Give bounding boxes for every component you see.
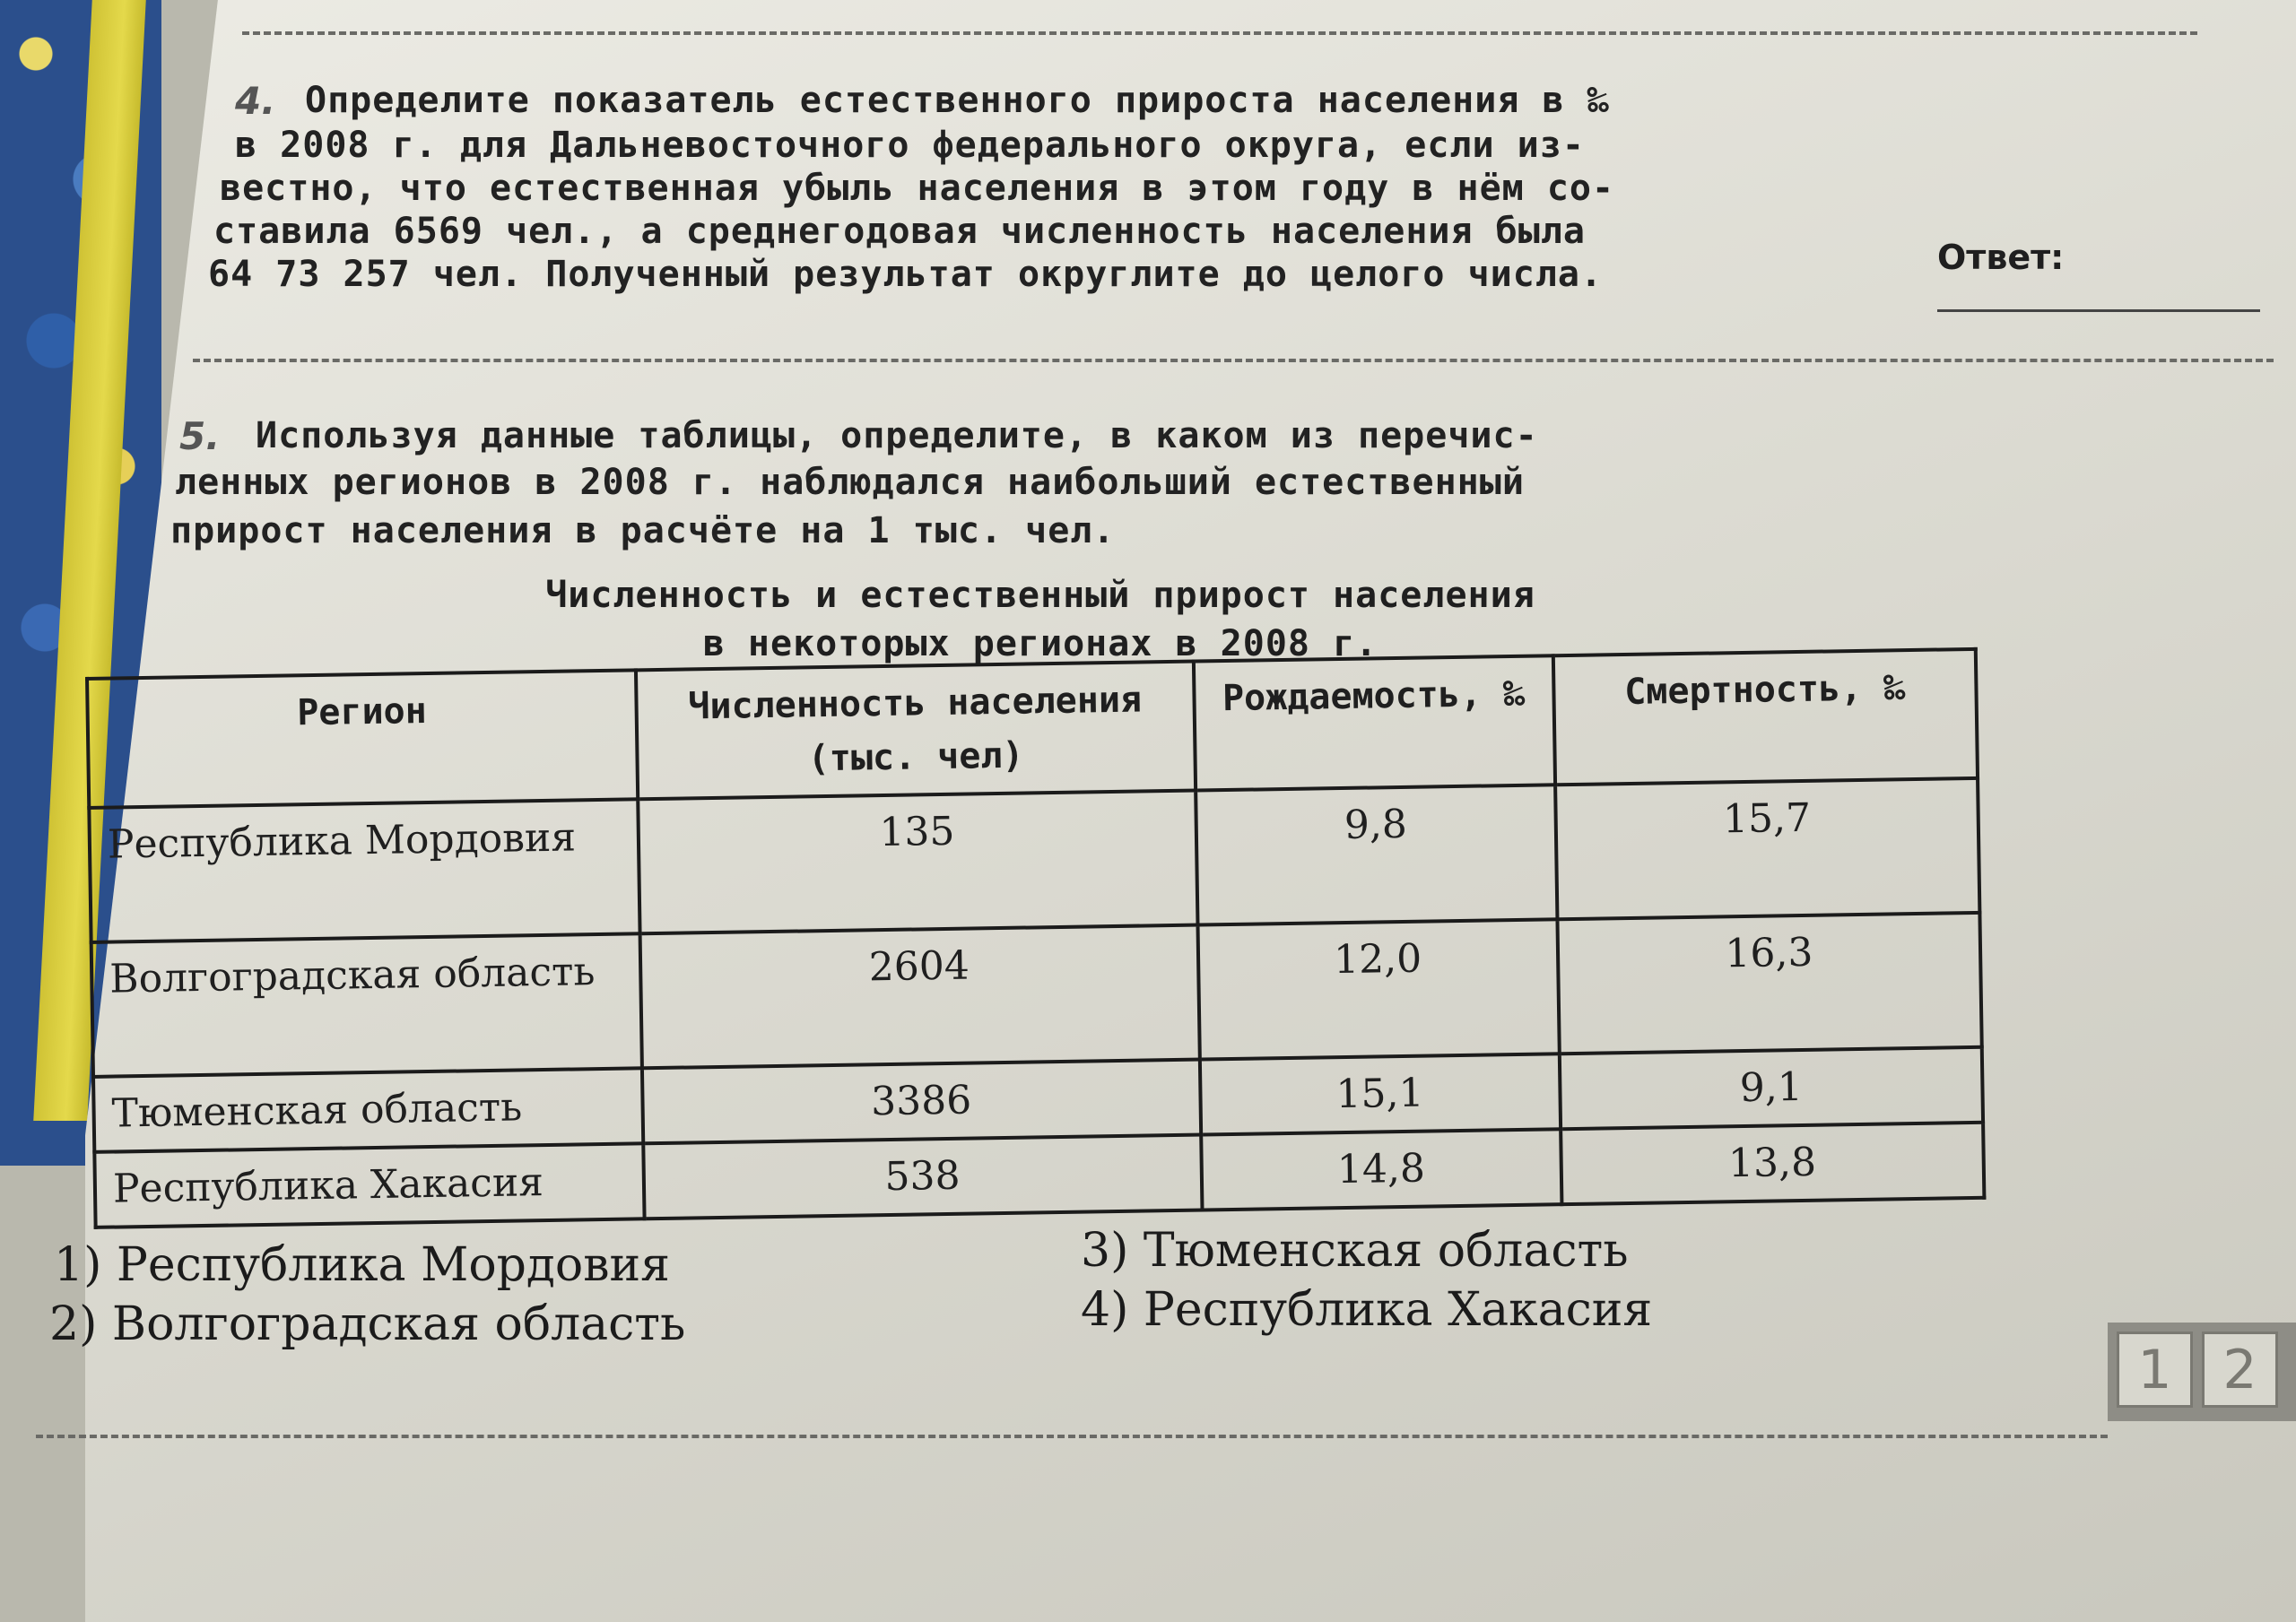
answer-option-2[interactable]: 2) Волгоградская область <box>49 1297 686 1351</box>
cell-region: Республика Мордовия <box>89 799 639 942</box>
answer-option-3[interactable]: 3) Тюменская область <box>1081 1224 1629 1278</box>
task4-number: 4. <box>235 79 276 123</box>
answer-box-2[interactable]: 2 <box>2202 1331 2278 1408</box>
cell-population: 538 <box>643 1135 1202 1219</box>
cell-birth-rate: 14,8 <box>1201 1129 1561 1210</box>
task4-line-2: в 2008 г. для Дальневосточного федерального округа, если из- <box>235 125 1585 166</box>
task5-line-3: прирост населения в расчёте на 1 тыс. чел. <box>170 510 1116 551</box>
answer-box-1[interactable]: 1 <box>2117 1331 2193 1408</box>
task5-line-2: ленных регионов в 2008 г. наблюдался наибольший естественный <box>175 462 1525 503</box>
cell-birth-rate: 15,1 <box>1199 1054 1560 1134</box>
task4-line-1: Определите показатель естественного прироста населения в ‰ <box>305 80 1610 121</box>
top-divider <box>242 31 2197 35</box>
task4-line-3: вестно, что естественная убыль населения в этом году в нём со- <box>220 168 1615 209</box>
task5-number: 5. <box>179 414 221 458</box>
bottom-divider <box>36 1435 2108 1438</box>
header-population: Численность населения (тыс. чел) <box>636 662 1196 800</box>
cell-death-rate: 9,1 <box>1559 1047 1983 1129</box>
answer-option-4[interactable]: 4) Республика Хакасия <box>1081 1283 1653 1337</box>
task4-line-4: ставила 6569 чел., а среднегодовая численность населения была <box>213 211 1587 252</box>
answer-boxes <box>2108 1323 2296 1421</box>
cell-death-rate: 15,7 <box>1555 778 1980 919</box>
header-region: Регион <box>87 670 638 808</box>
cell-region: Тюменская область <box>93 1068 643 1152</box>
cell-population: 135 <box>638 791 1197 934</box>
answer-field[interactable] <box>1937 309 2260 312</box>
table-caption-line-2: в некоторых регионах в 2008 г. <box>702 623 1378 664</box>
middle-divider <box>193 359 2274 362</box>
cell-population: 2604 <box>639 925 1199 1069</box>
population-table <box>85 647 1986 1229</box>
cell-region: Республика Хакасия <box>94 1143 644 1227</box>
cell-death-rate: 13,8 <box>1561 1123 1985 1204</box>
cell-population: 3386 <box>642 1060 1201 1144</box>
answer-option-1[interactable]: 1) Республика Мордовия <box>54 1238 670 1292</box>
header-birth-rate: Рождаемость, ‰ <box>1193 655 1554 790</box>
table-caption-line-1: Численность и естественный прирост населения <box>545 575 1535 616</box>
header-death-rate: Смертность, ‰ <box>1552 649 1978 785</box>
answer-label: Ответ: <box>1937 238 2065 277</box>
task5-line-1: Используя данные таблицы, определите, в каком из перечис- <box>256 415 1538 456</box>
cell-region: Волгоградская область <box>91 933 642 1077</box>
cell-birth-rate: 12,0 <box>1197 919 1559 1059</box>
task4-line-5: 64 73 257 чел. Полученный результат округлите до целого числа. <box>208 254 1604 295</box>
cell-birth-rate: 9,8 <box>1196 785 1557 924</box>
cell-death-rate: 16,3 <box>1557 913 1982 1054</box>
